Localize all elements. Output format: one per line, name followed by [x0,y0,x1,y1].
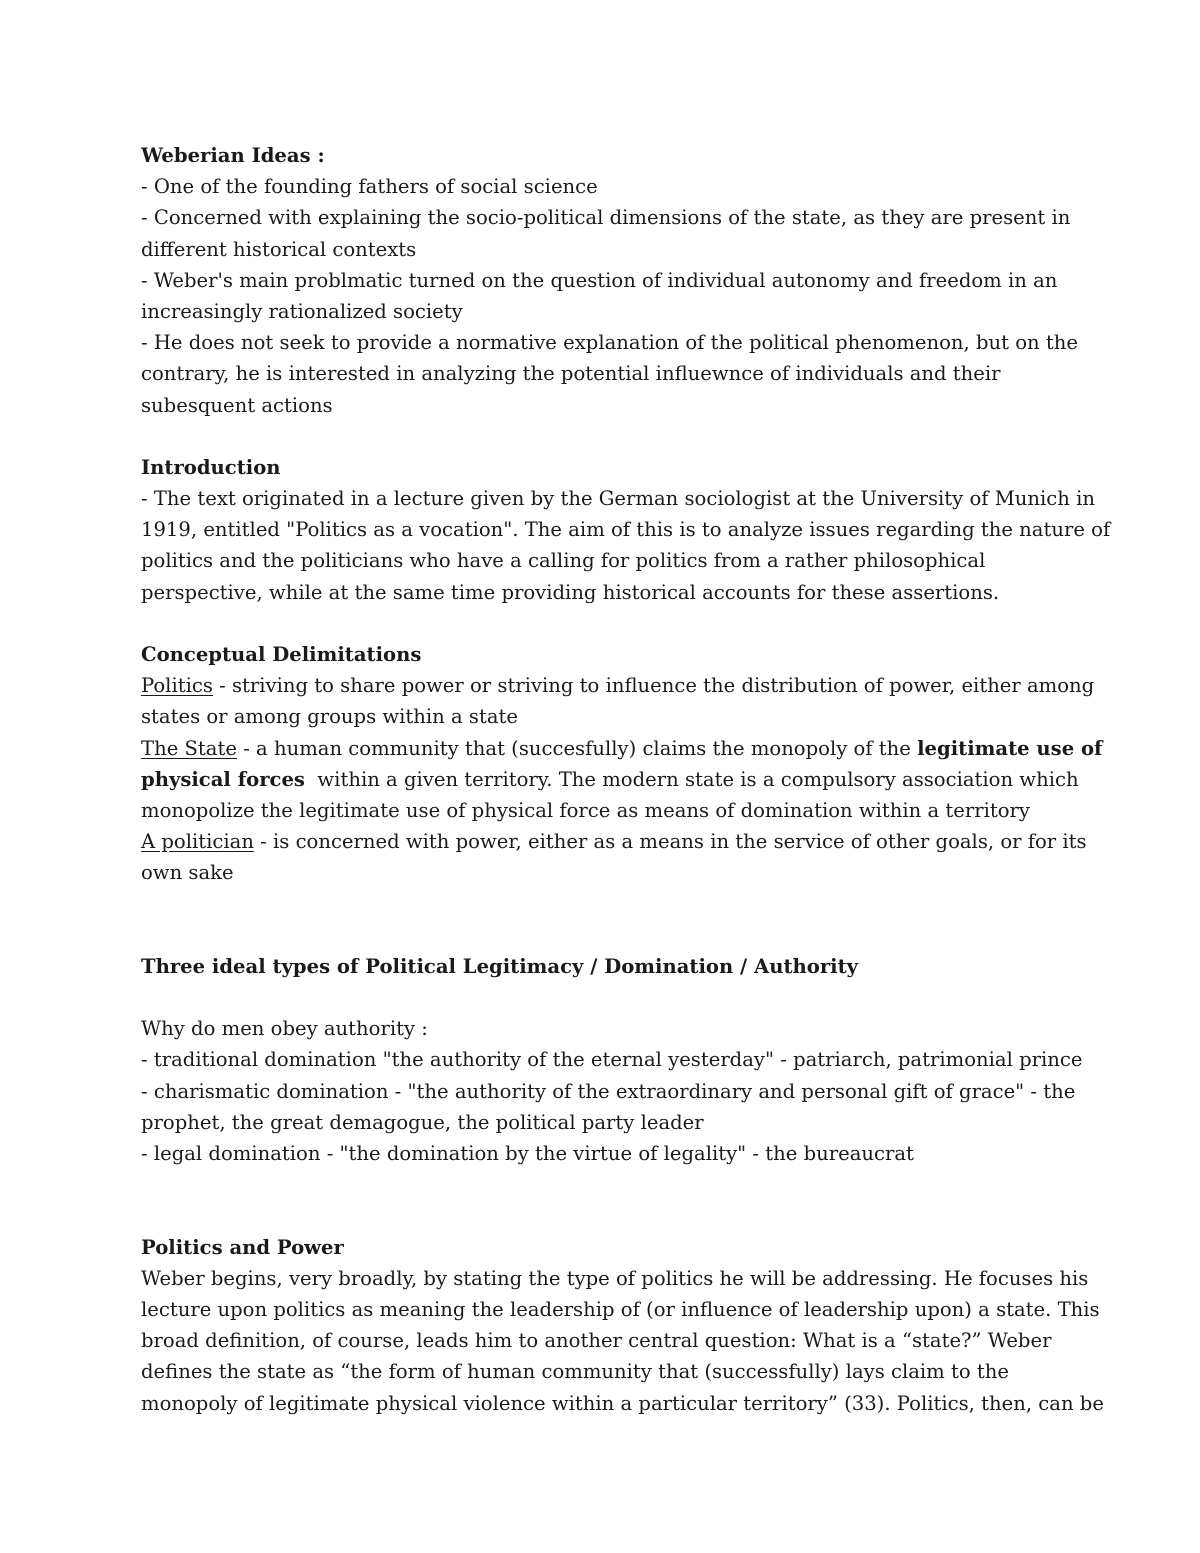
definition-politics [141,670,1095,701]
definition-state [141,733,1103,764]
section-heading-conceptual-delimitations: Conceptual Delimitations [141,643,422,666]
question-line: Why do men obey authority : [141,1017,428,1041]
blank-line [141,1200,1071,1231]
emphasis-text: legitimate use of [917,736,1103,760]
paragraph-line: - Weber's main problmatic turned on the question of individual autonomy and freedom in an [141,268,1058,292]
section-heading-weberian-ideas: Weberian Ideas : [141,144,325,167]
paragraph-line: prophet, the great demagogue, the political party leader [141,1110,704,1134]
paragraph-line: - traditional domination "the authority of the eternal yesterday" - patriarch, patrimonial prince [141,1048,1083,1072]
definition-text: - striving to share power or striving to influence the distribution of power, either among [212,674,1095,698]
paragraph-line: 1919, entitled "Politics as a vocation". The aim of this is to analyze issues regarding the nature of [141,518,1111,542]
paragraph-line: own sake [141,861,234,885]
definition-politician [141,826,1087,857]
paragraph-line: monopolize the legitimate use of physical force as means of domination within a territory [141,798,1030,822]
blank-line [141,920,1071,951]
blank-line [141,1169,1071,1200]
section-heading-introduction: Introduction [141,455,281,479]
paragraph-line: broad definition, of course, leads him to another central question: What is a “state?” Weber [141,1329,1052,1353]
blank-line [141,608,1071,639]
paragraph-line: lecture upon politics as meaning the leadership of (or influence of leadership upon) a state. This [141,1297,1100,1321]
paragraph-line: monopoly of legitimate physical violence within a particular territory” (33). Politics, then, can be [141,1391,1104,1415]
section-heading-three-ideal-types: Three ideal types of Political Legitimacy / Domination / Authority [141,954,859,978]
document-page [141,140,1111,1419]
term-politics: Politics [141,674,213,698]
paragraph-line: different historical contexts [141,237,417,261]
emphasis-text: physical forces [141,767,305,791]
paragraph-line: - The text originated in a lecture given by the German sociologist at the University of Munich in [141,487,1095,511]
paragraph-line: Weber begins, very broadly, by stating the type of politics he will be addressing. He focuses his [141,1266,1089,1290]
blank-line [141,421,1071,452]
blank-line [141,889,1071,920]
paragraph-line: subesquent actions [141,393,333,417]
definition-text: within a given territory. The modern state is a compulsory association which [304,767,1079,791]
paragraph-line: defines the state as “the form of human community that (successfully) lays claim to the [141,1360,1009,1384]
term-a-politician: A politician [141,830,254,854]
definition-text: - a human community that (succesfully) claims the monopoly of the [236,736,918,760]
paragraph-line: - Concerned with explaining the socio-political dimensions of the state, as they are present in [141,206,1071,230]
paragraph-line [141,764,1079,795]
paragraph-line: increasingly rationalized society [141,299,463,323]
paragraph-line: - legal domination - "the domination by the virtue of legality" - the bureaucrat [141,1142,914,1165]
section-heading-politics-and-power: Politics and Power [141,1235,344,1259]
paragraph-line: - One of the founding fathers of social science [141,175,598,199]
paragraph-line: contrary, he is interested in analyzing the potential influewnce of individuals and their [141,362,1001,386]
definition-text: - is concerned with power, either as a means in the service of other goals, or for its [253,830,1087,854]
paragraph-line: politics and the politicians who have a calling for politics from a rather philosophical [141,549,986,573]
blank-line [141,982,1071,1013]
paragraph-line: - He does not seek to provide a normative explanation of the political phenomenon, but on the [141,331,1078,355]
term-the-state: The State [141,736,237,760]
paragraph-line: states or among groups within a state [141,705,518,729]
paragraph-line: - charismatic domination - "the authority of the extraordinary and personal gift of grace" - the [141,1079,1076,1103]
paragraph-line: perspective, while at the same time providing historical accounts for these assertions. [141,580,1000,604]
